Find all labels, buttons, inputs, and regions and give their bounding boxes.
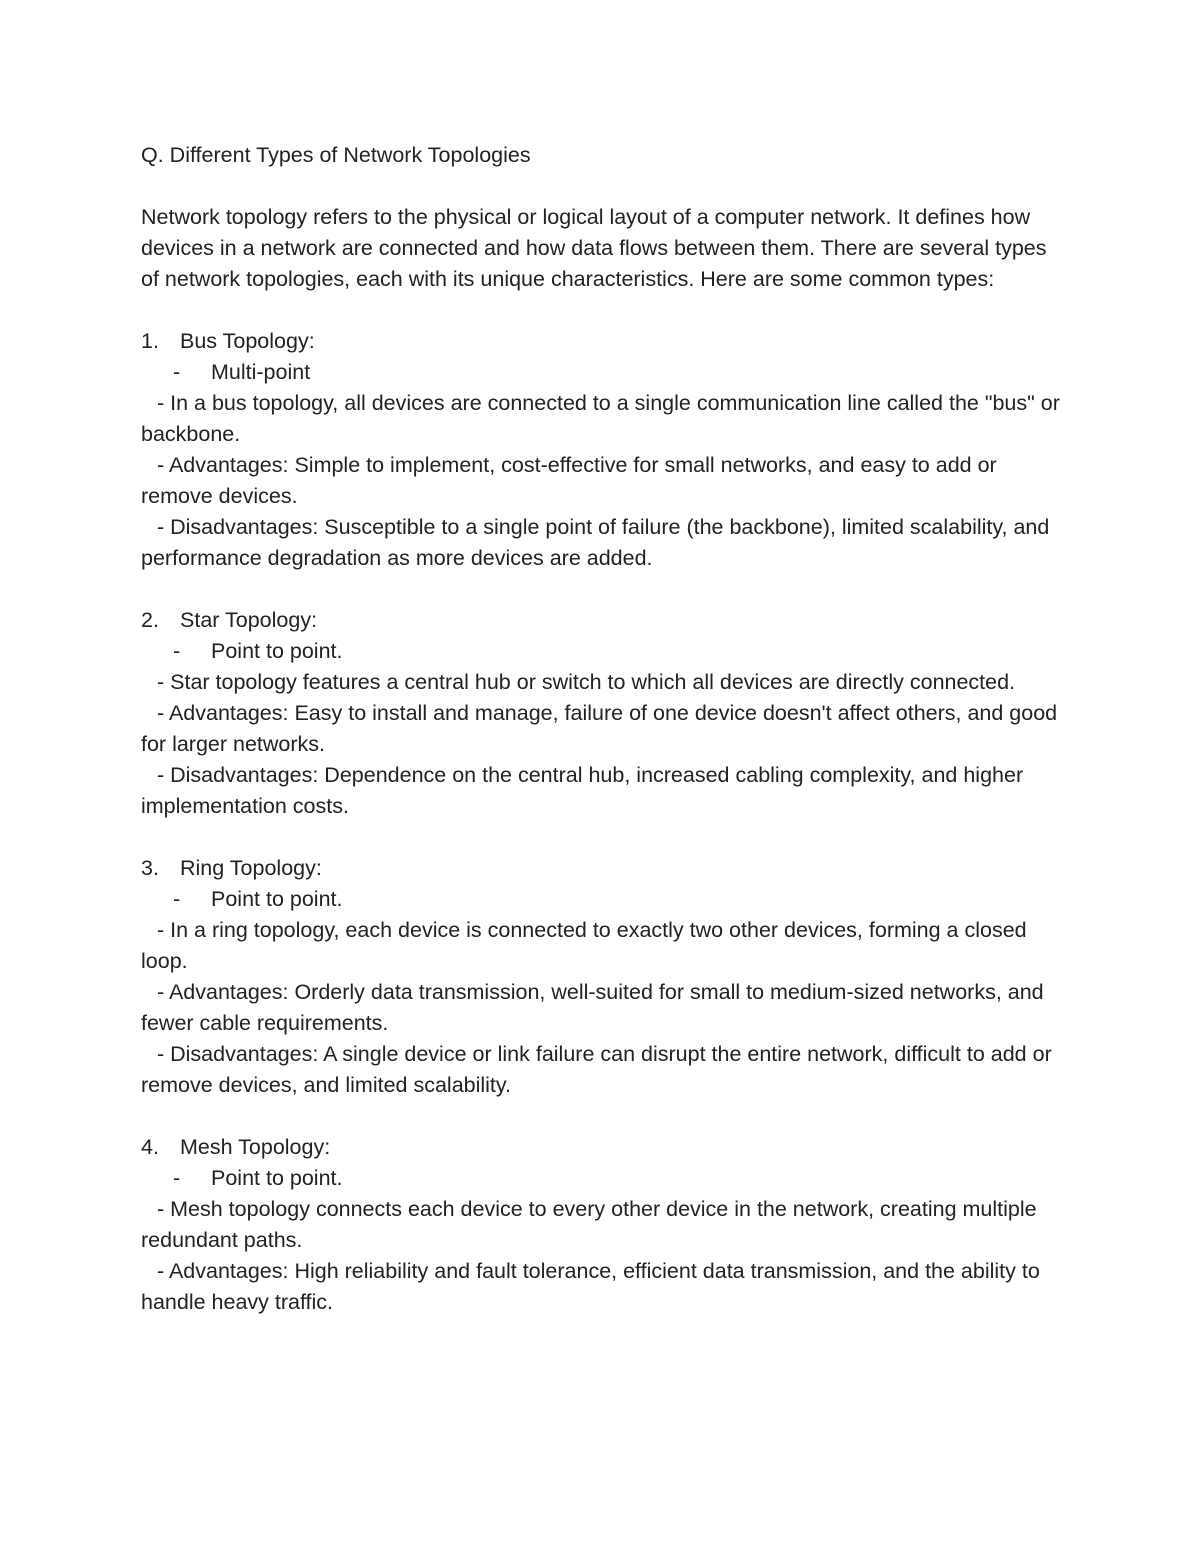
connection-type (141, 1163, 1066, 1194)
topology-description: - In a bus topology, all devices are connected to a single communication line called the "bus" or backbone. (141, 391, 1060, 446)
dash-bullet: - (173, 887, 181, 911)
dash-bullet: - (173, 639, 181, 663)
document-body (141, 140, 1066, 1318)
list-number: 3. (141, 856, 159, 880)
dash-bullet: - (173, 1166, 181, 1190)
topology-heading (141, 853, 1066, 884)
connection-type-label: Point to point. (211, 1166, 343, 1190)
list-number: 1. (141, 329, 159, 353)
list-number: 4. (141, 1135, 159, 1159)
list-number: 2. (141, 608, 159, 632)
document-title: Q. Different Types of Network Topologies (141, 143, 531, 167)
topology-section-mesh (141, 1132, 1066, 1318)
topology-name: Star Topology: (180, 608, 318, 632)
spacer (141, 171, 1066, 202)
connection-type-label: Point to point. (211, 639, 343, 663)
topology-advantages: - Advantages: Easy to install and manage, failure of one device doesn't affect others, and good for larger networks. (141, 701, 1058, 756)
connection-type-label: Point to point. (211, 887, 343, 911)
topology-section-star (141, 605, 1066, 822)
topology-section-bus (141, 326, 1066, 574)
topology-disadvantages: - Disadvantages: Susceptible to a single point of failure (the backbone), limited scalability, and performance degradation as more devices are added. (141, 515, 1050, 570)
connection-type (141, 884, 1066, 915)
dash-bullet: - (173, 360, 181, 384)
spacer (141, 574, 1066, 605)
topology-name: Mesh Topology: (180, 1135, 331, 1159)
topology-heading (141, 326, 1066, 357)
topology-advantages: - Advantages: High reliability and fault tolerance, efficient data transmission, and the ability to handle heavy traffic. (141, 1259, 1040, 1314)
topology-advantages: - Advantages: Orderly data transmission, well-suited for small to medium-sized networks, and fewer cable requirements. (141, 980, 1044, 1035)
spacer (141, 295, 1066, 326)
topology-section-ring (141, 853, 1066, 1101)
topology-description: - Mesh topology connects each device to every other device in the network, creating multiple redundant paths. (141, 1197, 1037, 1252)
topology-name: Bus Topology: (180, 329, 315, 353)
spacer (141, 822, 1066, 853)
topology-heading (141, 1132, 1066, 1163)
connection-type-label: Multi-point (211, 360, 311, 384)
connection-type (141, 357, 1066, 388)
connection-type (141, 636, 1066, 667)
topology-description: - Star topology features a central hub or switch to which all devices are directly connected. (157, 670, 1016, 694)
topology-advantages: - Advantages: Simple to implement, cost-effective for small networks, and easy to add or remove devices. (141, 453, 997, 508)
topology-name: Ring Topology: (180, 856, 322, 880)
intro-paragraph: Network topology refers to the physical or logical layout of a computer network. It defines how devices in a network are connected and how data flows between them. There are several types of network topologies, each with its unique characteristics. Here are some common types: (141, 205, 1047, 291)
topology-disadvantages: - Disadvantages: Dependence on the central hub, increased cabling complexity, and higher implementation costs. (141, 763, 1024, 818)
spacer (141, 1101, 1066, 1132)
topology-description: - In a ring topology, each device is connected to exactly two other devices, forming a closed loop. (141, 918, 1027, 973)
topology-disadvantages: - Disadvantages: A single device or link failure can disrupt the entire network, difficult to add or remove devices, and limited scalability. (141, 1042, 1052, 1097)
topology-heading (141, 605, 1066, 636)
